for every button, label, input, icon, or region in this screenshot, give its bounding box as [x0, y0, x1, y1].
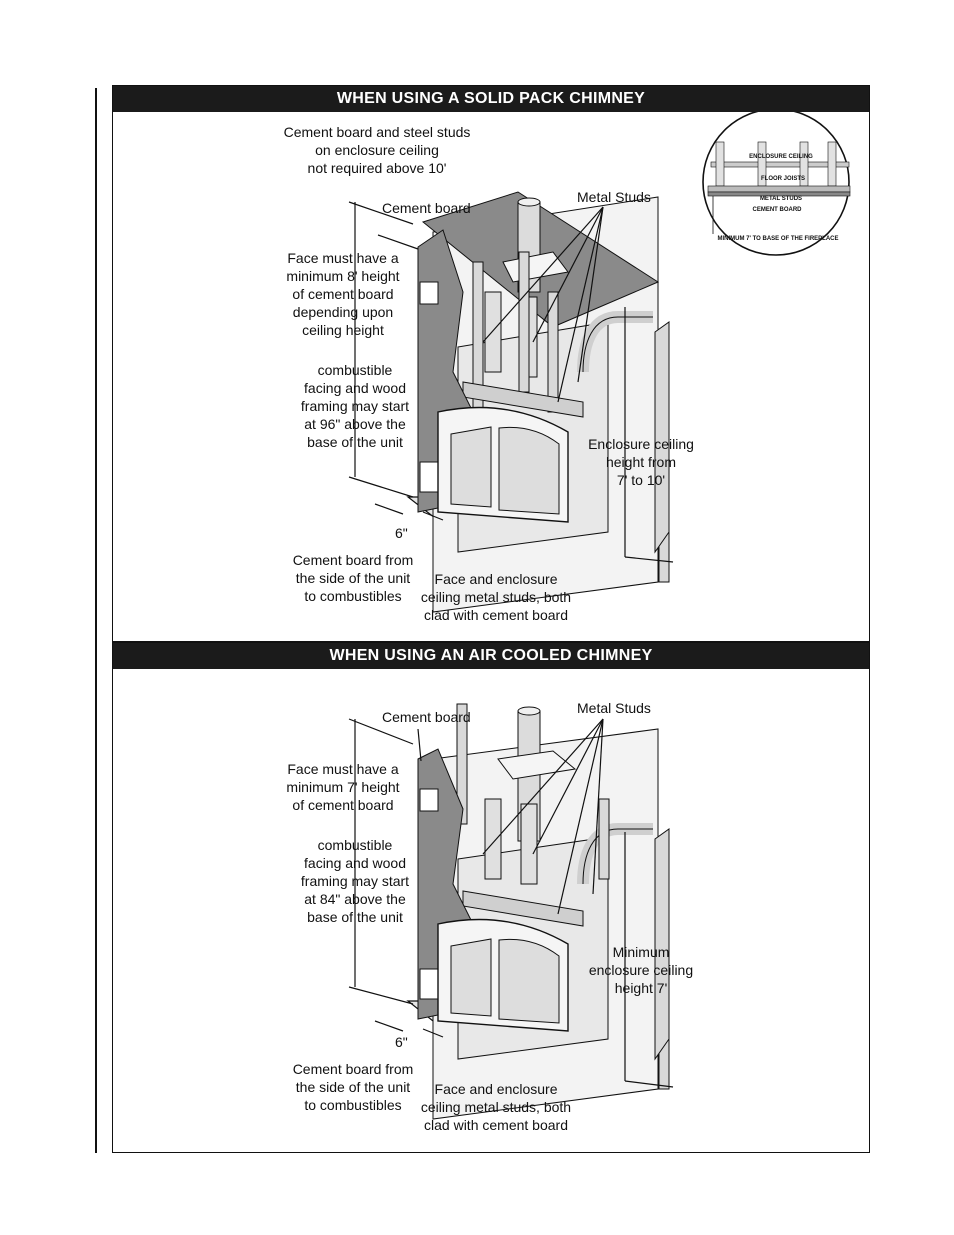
- solid-pack-diagram: [113, 112, 869, 641]
- enclosure-ceiling-label: Minimum enclosure ceiling height 7': [588, 944, 694, 996]
- six-inch-label: 6": [395, 525, 408, 541]
- face-height-label: Face must have a minimum 7' height of cement board: [286, 761, 400, 813]
- inset-metal-studs: METAL STUDS: [759, 196, 803, 202]
- air-cooled-diagram: [113, 669, 869, 1152]
- svg-text:Cement board and steel studson: Cement board and steel studs on enclosure ceiling not required above 10': [283, 124, 471, 176]
- face-studs-label: Face and enclosure ceiling metal studs, both clad with cement board: [420, 1081, 572, 1133]
- panel-header: WHEN USING AN AIR COOLED CHIMNEY: [113, 643, 869, 669]
- cement-board-label: Cement board: [382, 200, 471, 216]
- inset-cement-board: CEMENT BOARD: [752, 207, 802, 213]
- side-board-label: Cement board from the side of the unit to combustibles: [292, 552, 414, 604]
- ceiling-detail-inset: [703, 112, 850, 255]
- combustible-label: combustible facing and wood framing may start at 96" above the base of the unit: [300, 362, 410, 450]
- panel-air-cooled: [112, 642, 870, 1153]
- face-studs-label: Face and enclosure ceiling metal studs, both clad with cement board: [420, 571, 572, 623]
- margin-rule: [95, 88, 97, 1153]
- side-board-label: Cement board from the side of the unit to combustibles: [292, 1061, 414, 1113]
- ceiling-note-line: Cement board and steel studs: [283, 124, 471, 140]
- enclosure-ceiling-label: Enclosure ceiling height from 7' to 10': [588, 436, 694, 488]
- six-inch-label: 6": [395, 1034, 408, 1050]
- panel-solid-pack: [112, 85, 870, 642]
- metal-studs-label: Metal Studs: [577, 700, 651, 716]
- face-height-label: Face must have a minimum 8' height of cement board depending upon ceiling height: [286, 250, 400, 338]
- metal-studs-label: Metal Studs: [577, 189, 651, 205]
- panel-header: WHEN USING A SOLID PACK CHIMNEY: [113, 86, 869, 112]
- inset-enclosure-ceiling: ENCLOSURE CEILING: [749, 154, 813, 160]
- inset-floor-joists: FLOOR JOISTS: [760, 176, 806, 182]
- combustible-label: combustible facing and wood framing may start at 84" above the base of the unit: [300, 837, 410, 925]
- cement-board-label: Cement board: [382, 709, 471, 725]
- inset-minimum: MINIMUM 7' TO BASE OF THE FIREPLACE: [717, 236, 839, 242]
